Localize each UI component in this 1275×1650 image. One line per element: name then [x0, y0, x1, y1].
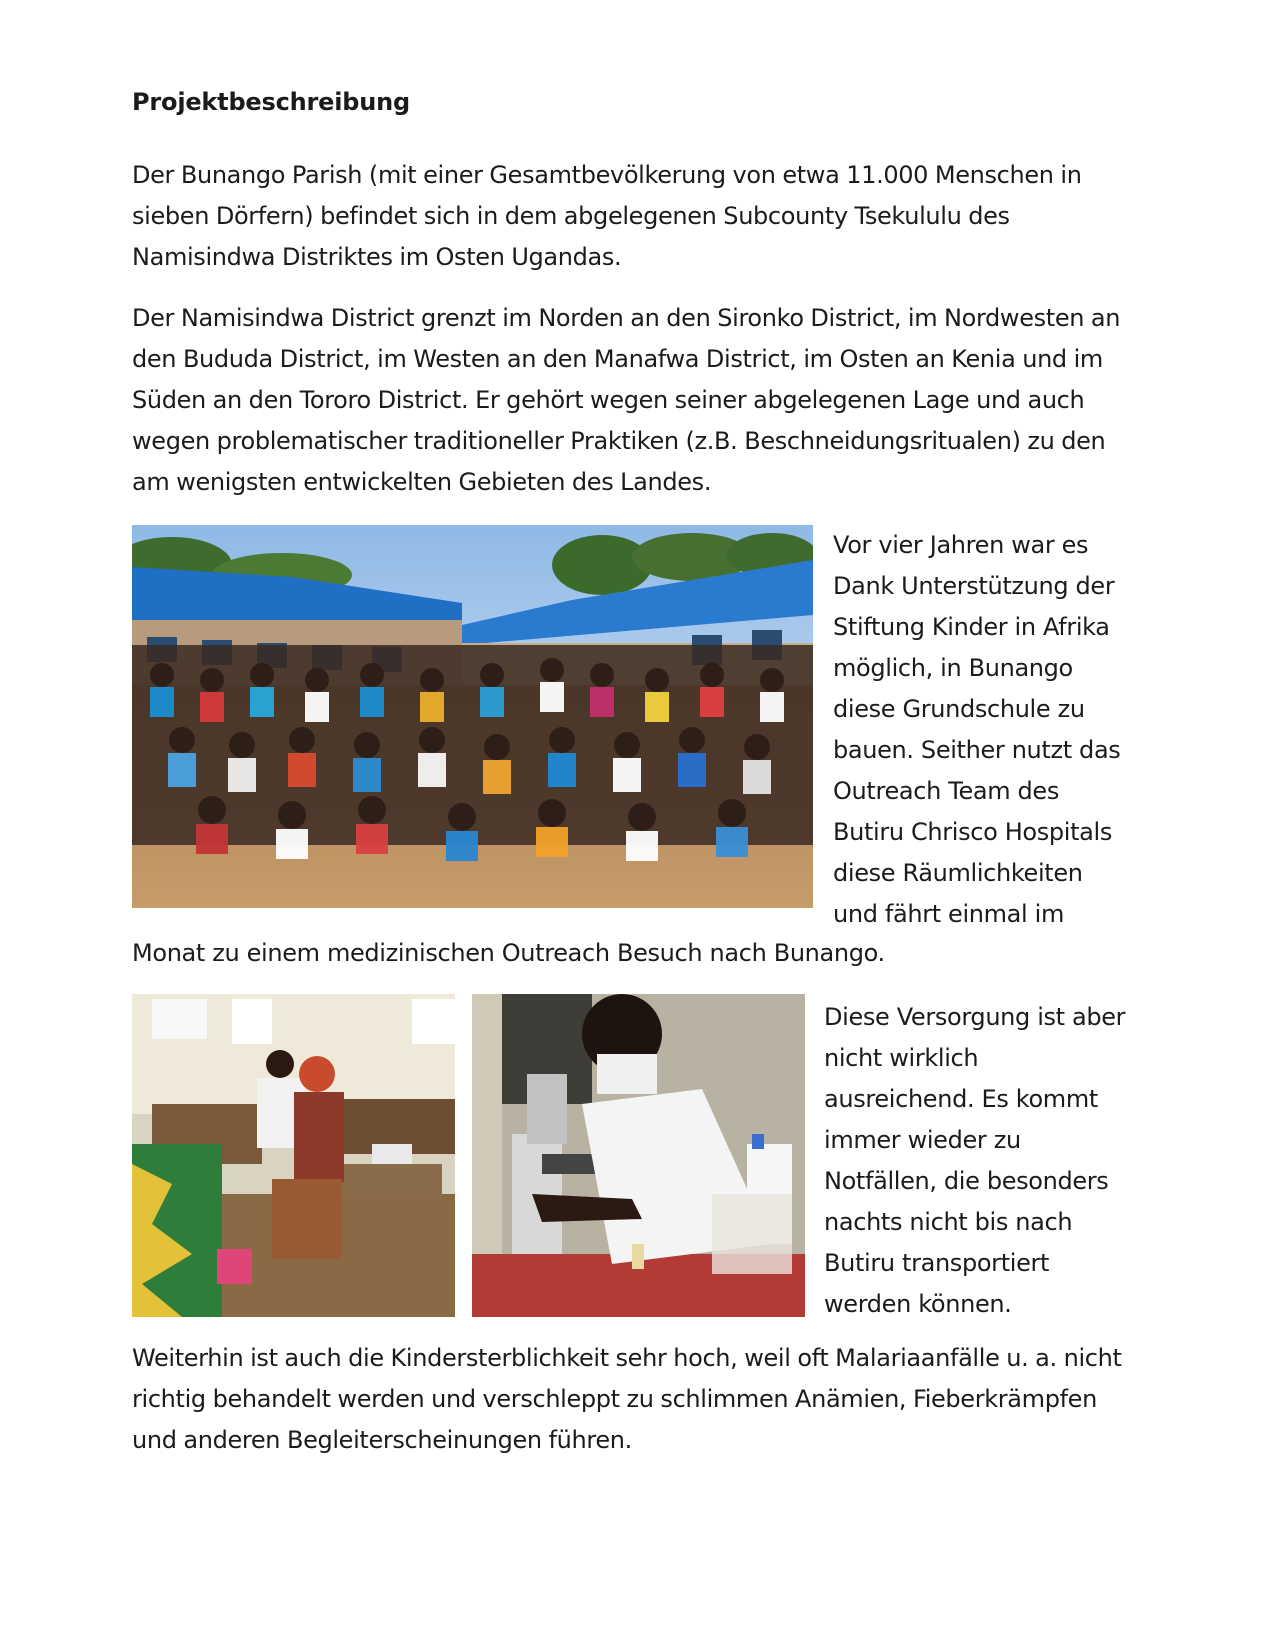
- paragraph-school-wrapped: [833, 525, 1120, 935]
- text-line: Butiru Chrisco Hospitals: [833, 818, 1113, 846]
- microscope-lab-photo: [472, 994, 805, 1317]
- text-line: Notfällen, die besonders: [824, 1167, 1109, 1195]
- text-line: immer wieder zu: [824, 1126, 1021, 1154]
- paragraph-school-continuation: Monat zu einem medizinischen Outreach Besuch nach Bunango.: [132, 939, 885, 967]
- paragraph-care-wrapped: [824, 997, 1125, 1325]
- text-line: und fährt einmal im: [833, 900, 1064, 928]
- paragraph-district: Der Namisindwa District grenzt im Norden an den Sironko District, im Nordwesten an den Bududa District, im Westen an den Manafwa District, im Osten an Kenia und im Süden an den Tororo District. Er gehört wegen seiner abgelegenen Lage und auch wegen problematischer traditioneller Praktiken (z.B. Beschneidungsritualen) zu den am wenigsten entwickelten Gebieten des Landes.: [132, 304, 1121, 496]
- consultation-photo: [132, 994, 455, 1317]
- text-line: Vor vier Jahren war es: [833, 531, 1089, 559]
- text-line: ausreichend. Es kommt: [824, 1085, 1098, 1113]
- text-line: diese Grundschule zu: [833, 695, 1085, 723]
- text-line: Dank Unterstützung der: [833, 572, 1115, 600]
- text-line: werden können.: [824, 1290, 1012, 1318]
- paragraph-intro: Der Bunango Parish (mit einer Gesamtbevölkerung von etwa 11.000 Menschen in sieben Dörfern) befindet sich in dem abgelegenen Subcounty Tsekululu des Namisindwa Distriktes im Osten Ugandas.: [132, 161, 1082, 271]
- text-line: Stiftung Kinder in Afrika: [833, 613, 1110, 641]
- text-line: bauen. Seither nutzt das: [833, 736, 1121, 764]
- text-line: möglich, in Bunango: [833, 654, 1073, 682]
- text-line: Outreach Team des: [833, 777, 1059, 805]
- text-line: Butiru transportiert: [824, 1249, 1050, 1277]
- text-line: nachts nicht bis nach: [824, 1208, 1073, 1236]
- text-line: Diese Versorgung ist aber: [824, 1003, 1126, 1031]
- school-children-photo: [132, 525, 813, 908]
- text-line: nicht wirklich: [824, 1044, 979, 1072]
- text-line: diese Räumlichkeiten: [833, 859, 1083, 887]
- paragraph-child-mortality: Weiterhin ist auch die Kindersterblichkeit sehr hoch, weil oft Malariaanfälle u. a. nicht richtig behandelt werden und verschleppt zu schlimmen Anämien, Fieberkrämpfen und anderen Begleiterscheinungen führen.: [132, 1344, 1122, 1454]
- page-title: Projektbeschreibung: [132, 88, 410, 116]
